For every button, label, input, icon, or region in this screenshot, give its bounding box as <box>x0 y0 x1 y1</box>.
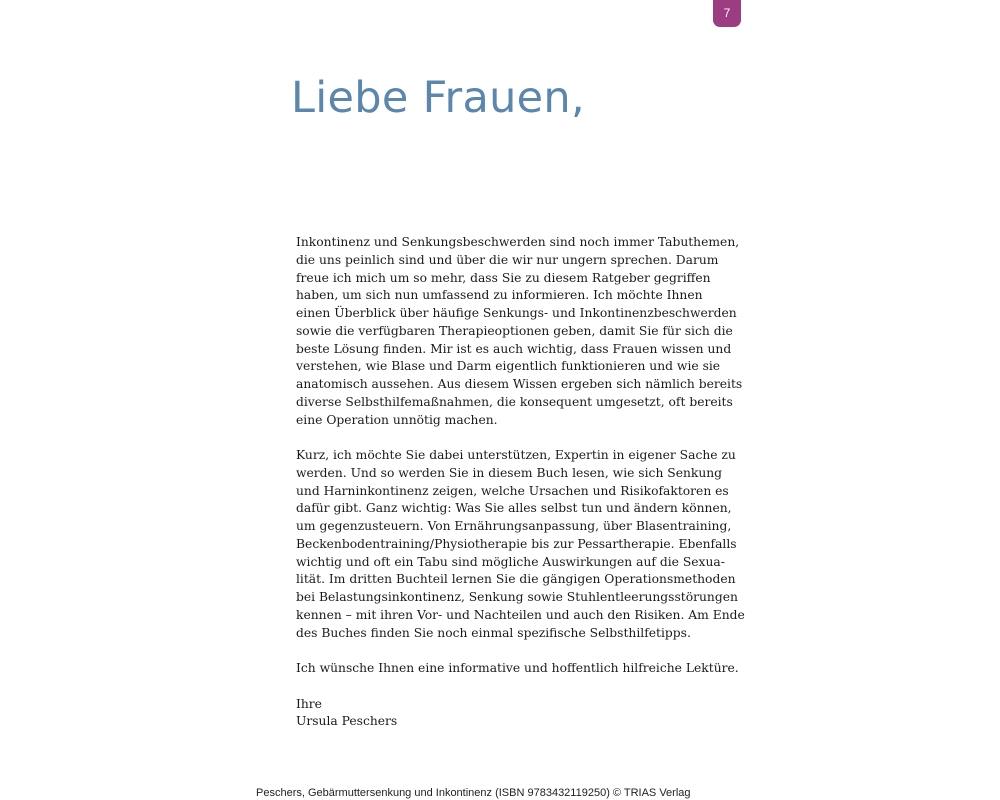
text-line: Ich wünsche Ihnen eine informative und hoffentlich hilfreiche Lektüre. <box>296 661 739 675</box>
text-line: beste Lösung finden. Mir ist es auch wichtig, dass Frauen wissen und <box>296 341 732 356</box>
text-line: werden. Und so werden Sie in diesem Buch lesen, wie sich Senkung <box>296 465 723 480</box>
text-line: bei Belastungsinkontinenz, Senkung sowie Stuhlentleerungsstörungen <box>296 590 738 604</box>
text-line: Ursula Peschers <box>296 714 398 729</box>
text-line: diverse Selbsthilfemaßnahmen, die konsequent umgesetzt, oft bereits <box>296 394 733 409</box>
text-line: um gegenzusteuern. Von Ernährungsanpassung, über Blasentraining, <box>296 519 732 533</box>
letter-body <box>296 234 745 749</box>
text-line: haben, um sich nun umfassend zu informieren. Ich möchte Ihnen <box>296 288 703 303</box>
text-line: dafür gibt. Ganz wichtig: Was Sie alles selbst tun und ändern können, <box>296 501 732 516</box>
text-line: des Buches finden Sie noch einmal spezifische Selbsthilfetipps. <box>296 625 691 640</box>
text-line: Kurz, ich möchte Sie dabei unterstützen, Expertin in eigener Sache zu <box>296 448 736 462</box>
footer-citation: Peschers, Gebärmuttersenkung und Inkontinenz (ISBN 9783432119250) © TRIAS Verlag <box>256 787 691 799</box>
text-line: einen Überblick über häufige Senkungs- und Inkontinenzbeschwerden <box>296 306 737 320</box>
text-line: sowie die verfügbaren Therapieoptionen geben, damit Sie für sich die <box>296 323 733 338</box>
body-paragraph <box>296 660 739 678</box>
text-line: die uns peinlich sind und über die wir nur ungern sprechen. Darum <box>296 252 719 267</box>
text-line: kennen – mit ihren Vor- und Nachteilen und auch den Risiken. Am Ende <box>296 607 745 622</box>
text-line: Inkontinenz und Senkungsbeschwerden sind noch immer Tabuthemen, <box>296 235 740 249</box>
text-line: wichtig und oft ein Tabu sind mögliche Auswirkungen auf die Sexua- <box>296 554 725 569</box>
body-paragraph <box>296 696 716 732</box>
page-number-badge: 7 <box>713 0 741 27</box>
text-line: Ihre <box>296 696 322 711</box>
text-line: und Harninkontinenz zeigen, welche Ursachen und Risikofaktoren es <box>296 483 729 498</box>
text-line: Beckenbodentraining/Physiotherapie bis zur Pessartherapie. Ebenfalls <box>296 536 737 551</box>
text-line: eine Operation unnötig machen. <box>296 412 498 427</box>
page-heading: Liebe Frauen, <box>291 73 585 123</box>
text-line: verstehen, wie Blase und Darm eigentlich funktionieren und wie sie <box>296 359 721 374</box>
text-line: freue ich mich um so mehr, dass Sie zu diesem Ratgeber gegriffen <box>296 270 711 285</box>
body-paragraph <box>296 234 743 429</box>
body-paragraph <box>296 447 745 642</box>
text-line: lität. Im dritten Buchteil lernen Sie die gängigen Operationsmethoden <box>296 572 736 587</box>
text-line: anatomisch aussehen. Aus diesem Wissen ergeben sich nämlich bereits <box>296 377 743 391</box>
